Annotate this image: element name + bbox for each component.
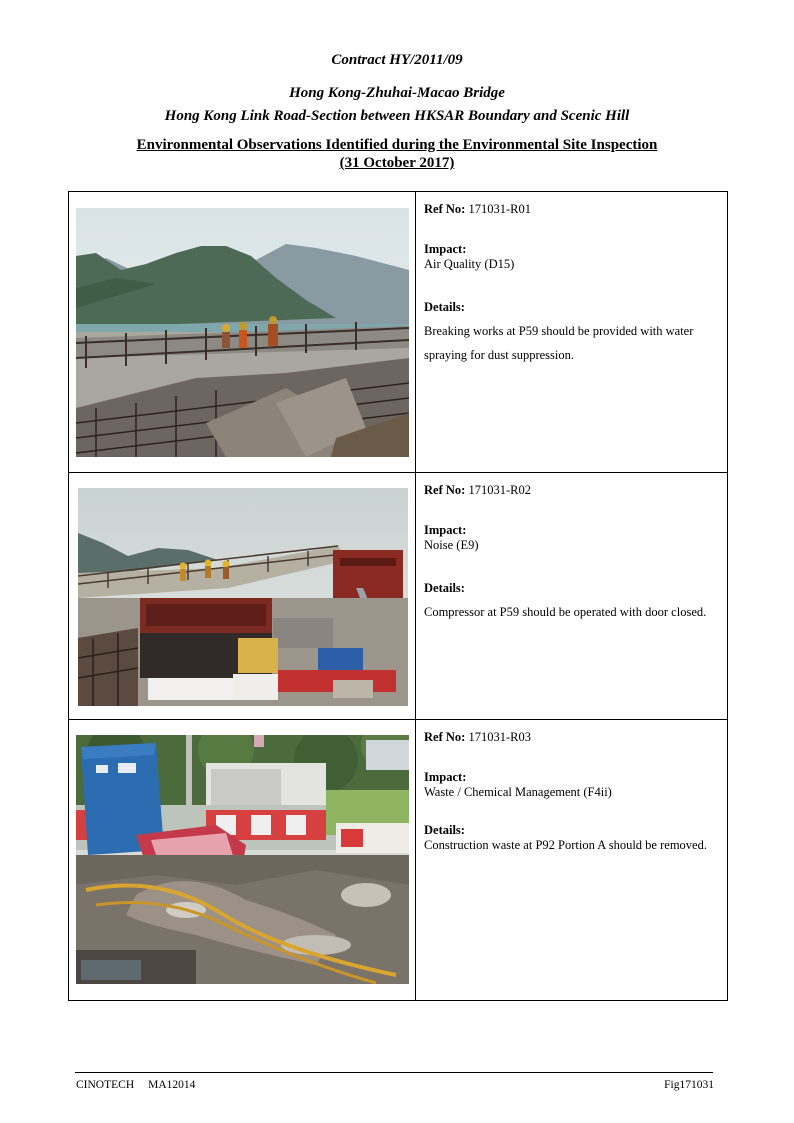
footer-divider [75, 1072, 713, 1073]
photo-compressor-on-bridge-deck [78, 488, 408, 706]
contract-number: Contract HY/2011/09 [331, 52, 463, 68]
footer-doc-code: MA12014 [148, 1079, 196, 1091]
details-value: Breaking works at P59 should be provided with water spraying for dust suppression. [424, 324, 694, 362]
impact-label: Impact: [424, 242, 467, 256]
photo-cell [69, 720, 416, 1000]
ref-value: 171031-R01 [468, 202, 531, 216]
ref-line [424, 483, 721, 498]
impact-label: Impact: [424, 770, 467, 784]
ref-label: Ref No: [424, 730, 466, 744]
observation-text-cell [416, 192, 727, 472]
ref-line [424, 730, 721, 745]
impact-value: Air Quality (D15) [424, 257, 515, 271]
footer-left [76, 1079, 195, 1091]
impact-value: Noise (E9) [424, 538, 479, 552]
section-name: Hong Kong Link Road-Section between HKSAR Boundary and Scenic Hill [164, 108, 630, 124]
observation-row [69, 192, 727, 473]
details-value: Construction waste at P92 Portion A should be removed. [424, 838, 707, 852]
photo-cell [69, 192, 416, 472]
report-date: (31 October 2017) [339, 155, 455, 171]
details-label: Details: [424, 823, 465, 837]
ref-label: Ref No: [424, 483, 466, 497]
details-label: Details: [424, 581, 465, 595]
report-title: Environmental Observations Identified during the Environmental Site Inspection [136, 137, 658, 153]
details-label: Details: [424, 300, 465, 314]
project-name: Hong Kong-Zhuhai-Macao Bridge [289, 85, 505, 101]
footer-company: CINOTECH [76, 1079, 135, 1091]
observation-text-cell [416, 473, 727, 719]
impact-label: Impact: [424, 523, 467, 537]
footer-figure-number: Fig171031 [664, 1079, 714, 1091]
observations-table [68, 191, 728, 1001]
details-value: Compressor at P59 should be operated with door closed. [424, 605, 707, 619]
ref-label: Ref No: [424, 202, 466, 216]
ref-value: 171031-R03 [468, 730, 531, 744]
observation-row [69, 473, 727, 720]
observation-text-cell [416, 720, 727, 1000]
photo-cell [69, 473, 416, 719]
photo-construction-waste-portable-toilet [76, 735, 409, 984]
ref-line [424, 202, 721, 217]
observation-row [69, 720, 727, 1000]
photo-bridge-deck-breaking-works [76, 208, 409, 457]
ref-value: 171031-R02 [468, 483, 531, 497]
impact-value: Waste / Chemical Management (F4ii) [424, 785, 612, 799]
